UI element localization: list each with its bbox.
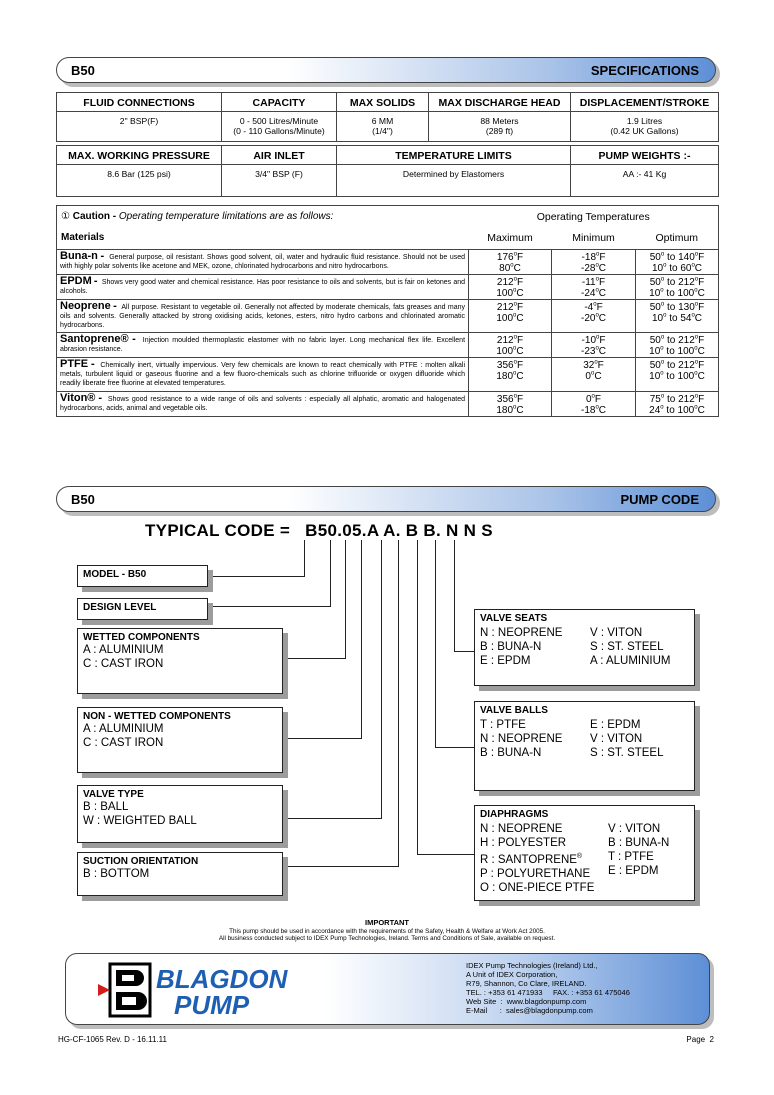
model-box: MODEL - B50 [77, 565, 208, 587]
temperature-max: 356$^o$F 180$^o$C [469, 391, 552, 416]
connector-line [417, 854, 475, 855]
model-label: B50 [71, 63, 95, 78]
spec-value: Determined by Elastomers [337, 165, 571, 197]
model-label: B50 [71, 492, 95, 507]
connector-line [284, 818, 382, 819]
temperature-optimum: 50$^o$ to 212$^o$F 10$^o$ to 100$^o$C [636, 333, 719, 358]
temperature-min: 32$^o$F 0$^o$C [552, 358, 636, 391]
minimum-header: Minimum [572, 231, 615, 244]
temperature-max: 176$^o$F 80$^o$C [469, 250, 552, 275]
connector-line [435, 540, 436, 747]
operating-temperatures-label: Operating Temperatures [469, 206, 719, 226]
temperature-min: -11$^o$F -24$^o$C [552, 275, 636, 300]
connector-line [210, 576, 305, 577]
connector-line [454, 651, 475, 652]
temperature-max: 212$^o$F 100$^o$C [469, 275, 552, 300]
connector-line [284, 738, 362, 739]
spec-header: DISPLACEMENT/STROKE [571, 93, 719, 112]
material-description: Santoprene® - Injection moulded thermoplastic elastomer with no fabric layer. Long mechanical flex life. Excellent abrasion resistance. [57, 333, 469, 358]
spec-header: TEMPERATURE LIMITS [337, 146, 571, 165]
temperature-optimum: 50$^o$ to 130$^o$F 10$^o$ to 54$^o$C [636, 300, 719, 333]
valve-balls-box: VALVE BALLS T : PTFE N : NEOPRENE B : BUNA-N E : EPDM V : VITON S : ST. STEEL [474, 701, 695, 791]
material-row [57, 300, 719, 333]
temperature-max: 356$^o$F 180$^o$C [469, 358, 552, 391]
spec-value: 88 Meters (289 ft) [429, 112, 571, 142]
page-number: Page 2 [686, 1035, 714, 1044]
material-description: Buna-n - General purpose, oil resistant. Shows good solvent, oil, water and hydraulic fluid resistance. Should not be used with highly polar solvents like acetone and MEK, ozone, chlorinated hydrocarbons and nitro hydrocarbons. [57, 250, 469, 275]
material-description: Viton® - Shows good resistance to a wide range of oils and solvents : especially all alphatic, aromatic and halogenated hydrocarbons, acids, animal and vegetable oils. [57, 391, 469, 416]
temperature-optimum: 50$^o$ to 212$^o$F 10$^o$ to 100$^o$C [636, 358, 719, 391]
footer-panel [65, 953, 710, 1025]
valve-seats-box: VALVE SEATS N : NEOPRENE B : BUNA-N E : EPDM V : VITON S : ST. STEEL A : ALUMINIUM [474, 609, 695, 686]
spec-header: FLUID CONNECTIONS [57, 93, 222, 112]
wetted-components-box: WETTED COMPONENTS A : ALUMINIUM C : CAST IRON [77, 628, 283, 694]
company-address: IDEX Pump Technologies (Ireland) Ltd., A Unit of IDEX Corporation, R79, Shannon, Co Clare, IRELAND. TEL. : +353 61 471933 FAX. : +353 61 475046 Web Site : www.blagdonpump.com E-Mail : sales@blagdonpump.com [466, 961, 630, 1015]
material-row [57, 358, 719, 391]
document-reference: HG-CF-1065 Rev. D - 16.11.11 [58, 1035, 167, 1044]
design-level-box: DESIGN LEVEL [77, 598, 208, 620]
specifications-table [56, 92, 719, 142]
connector-line [435, 747, 475, 748]
non-wetted-components-box: NON - WETTED COMPONENTS A : ALUMINIUM C : CAST IRON [77, 707, 283, 773]
connector-line [330, 540, 331, 606]
connector-line [284, 866, 399, 867]
typical-code: TYPICAL CODE = B50.05.A A. B B. N N S [145, 521, 493, 540]
material-description: Neoprene - All purpose. Resistant to vegetable oil. Generally not affected by moderate chemicals, fats greases and many oils and solvents. Generally attacked by strong oxidising acids, ketones, esters, nitro hydro carbons and chlorinated aromatic hydrocarbons. [57, 300, 469, 333]
diaphragms-box: DIAPHRAGMS N : NEOPRENE H : POLYESTER R : SANTOPRENE® P : POLYURETHANE O : ONE-PIECE PTFE V : VITON B : BUNA-N T : PTFE E : EPDM [474, 805, 695, 901]
materials-table [56, 205, 719, 417]
spec-value: AA :- 41 Kg [571, 165, 719, 197]
pump-code-banner [56, 486, 716, 512]
temperature-min: -4$^o$F -20$^o$C [552, 300, 636, 333]
blagdon-pump-logo [98, 962, 308, 1023]
spec-header: AIR INLET [222, 146, 337, 165]
temperature-max: 212$^o$F 100$^o$C [469, 333, 552, 358]
important-notice: IMPORTANT This pump should be used in accordance with the requirements of the Safety, Health & Welfare at Work Act 2005. All business conducted subject to IDEX Pump Technologies, Ireland. Terms and Conditions of Sale, available on request. [218, 918, 556, 943]
temperature-min: 0$^o$F -18$^o$C [552, 391, 636, 416]
material-description: PTFE - Chemically inert, virtually impervious. Very few chemicals are known to react chemically with PTFE : molten alkali metals, turbulent liquid or gaseous fluorine and a few fluoro-chemicals such as chlorine trifluoride or oxygen difluoride which readily liberate free fluorine at elevated temperatures. [57, 358, 469, 391]
section-title: PUMP CODE [620, 492, 699, 507]
suction-orientation-box: SUCTION ORIENTATION B : BOTTOM [77, 852, 283, 896]
connector-line [398, 540, 399, 866]
temperature-max: 212$^o$F 100$^o$C [469, 300, 552, 333]
connector-line [345, 540, 346, 658]
spec-value: 8.6 Bar (125 psi) [57, 165, 222, 197]
connector-line [210, 606, 331, 607]
temperature-optimum: 50$^o$ to 140$^o$F 10$^o$ to 60$^o$C [636, 250, 719, 275]
caution-icon: ① [61, 211, 70, 222]
material-row [57, 391, 719, 416]
spec-header: PUMP WEIGHTS :- [571, 146, 719, 165]
caution-note: ① Caution - Operating temperature limitations are as follows: [57, 206, 469, 226]
spec-header: MAX. WORKING PRESSURE [57, 146, 222, 165]
spec-header: MAX DISCHARGE HEAD [429, 93, 571, 112]
temperature-optimum: 75$^o$ to 212$^o$F 24$^o$ to 100$^o$C [636, 391, 719, 416]
spec-value: 1.9 Litres (0.42 UK Gallons) [571, 112, 719, 142]
material-description: EPDM - Shows very good water and chemical resistance. Has poor resistance to oils and solvents, but is fair on ketones and alcohols. [57, 275, 469, 300]
material-row [57, 250, 719, 275]
connector-line [361, 540, 362, 738]
temperature-min: -10$^o$F -23$^o$C [552, 333, 636, 358]
temperature-min: -18$^o$F -28$^o$C [552, 250, 636, 275]
connector-line [381, 540, 382, 818]
connector-line [417, 540, 418, 854]
valve-type-box: VALVE TYPE B : BALL W : WEIGHTED BALL [77, 785, 283, 843]
svg-text:PUMP: PUMP [174, 990, 250, 1018]
material-row [57, 275, 719, 300]
materials-label: Materials [57, 226, 469, 250]
svg-text:BLAGDON: BLAGDON [156, 964, 288, 994]
connector-line [454, 540, 455, 651]
spec-value: 2" BSP(F) [57, 112, 222, 142]
maximum-header: Maximum [487, 231, 533, 244]
connector-line [304, 540, 305, 576]
section-title: SPECIFICATIONS [590, 63, 699, 78]
spec-header: MAX SOLIDS [337, 93, 429, 112]
material-row [57, 333, 719, 358]
spec-header: CAPACITY [222, 93, 337, 112]
spec-value: 6 MM (1/4") [337, 112, 429, 142]
optimum-header: Optimum [636, 226, 719, 250]
specifications-banner [56, 57, 716, 83]
spec-value: 3/4" BSP (F) [222, 165, 337, 197]
specifications-table-row2 [56, 145, 719, 197]
temperature-optimum: 50$^o$ to 212$^o$F 10$^o$ to 100$^o$C [636, 275, 719, 300]
spec-value: 0 - 500 Litres/Minute (0 - 110 Gallons/Minute) [222, 112, 337, 142]
connector-line [284, 658, 346, 659]
